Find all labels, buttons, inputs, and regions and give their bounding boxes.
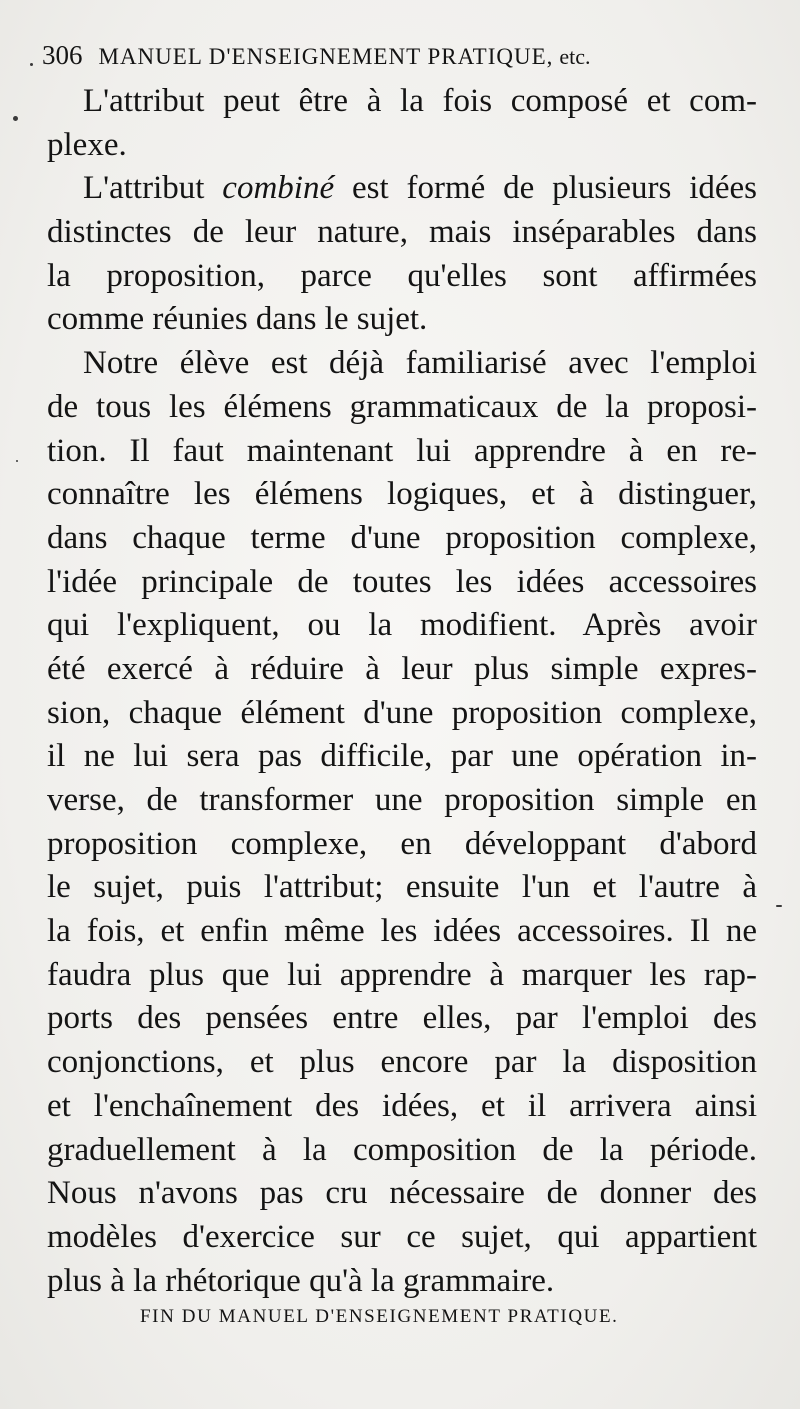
text-line: plexe. [47, 126, 127, 163]
text-line: verse, de transformer une proposition simple en [47, 782, 757, 818]
text-line: la proposition, parce qu'elles sont affirmées [47, 257, 757, 294]
text-line: distinctes de leur nature, mais inséparables dans [47, 214, 757, 251]
text-line: il ne lui sera pas difficile, par une opération in- [47, 738, 757, 775]
text-line: faudra plus que lui apprendre à marquer les rap- [47, 956, 757, 993]
text-line: l'idée principale de toutes les idées accessoires [47, 563, 757, 600]
text-fragment: L'attribut [83, 170, 205, 207]
running-head [42, 40, 732, 71]
text-line: été exercé à réduire à leur plus simple expres- [47, 650, 757, 687]
text-line: de tous les élémens grammaticaux de la proposi- [47, 388, 757, 425]
text-line [47, 167, 757, 211]
ink-speck [13, 116, 18, 121]
text-line: ports des pensées entre elles, par l'emploi des [47, 1000, 757, 1037]
text-line: et l'enchaînement des idées, et il arrivera ainsi [47, 1087, 757, 1124]
text-line: conjonctions, et plus encore par la disposition [47, 1044, 757, 1081]
text-line: Nous n'avons pas cru nécessaire de donner des [47, 1175, 757, 1212]
end-of-book-mark: FIN DU MANUEL D'ENSEIGNEMENT PRATIQUE. [140, 1306, 619, 1327]
text-line: la fois, et enfin même les idées accessoires. Il ne [47, 913, 757, 950]
running-title: MANUEL D'ENSEIGNEMENT PRATIQUE, [98, 44, 554, 69]
text-line: graduellement à la composition de la période. [47, 1131, 757, 1168]
text-line: sion, chaque élément d'une proposition complexe, [47, 694, 757, 731]
text-line: qui l'expliquent, ou la modifient. Après avoir [47, 607, 757, 644]
text-line: modèles d'exercice sur ce sujet, qui appartient [47, 1218, 757, 1255]
italic-term: combiné [222, 170, 335, 207]
text-line: L'attribut peut être à la fois composé et com- [83, 83, 757, 119]
text-line: comme réunies dans le sujet. [47, 301, 428, 338]
text-line: plus à la rhétorique qu'à la grammaire. [47, 1262, 555, 1299]
text-line: le sujet, puis l'attribut; ensuite l'un et l'autre à [47, 869, 757, 906]
text-line: connaître les élémens logiques, et à distinguer, [47, 476, 757, 513]
running-title-etc: etc. [559, 44, 591, 69]
text-line: tion. Il faut maintenant lui apprendre à en re- [47, 432, 757, 469]
text-fragment: est formé de plusieurs idées [351, 170, 758, 207]
ink-speck [30, 63, 33, 66]
text-line: proposition complexe, en développant d'abord [47, 825, 757, 862]
page-number: 306 [42, 40, 83, 70]
text-line: dans chaque terme d'une proposition complexe, [47, 519, 757, 556]
text-line: Notre élève est déjà familiarisé avec l'emploi [83, 345, 757, 382]
body-text [47, 80, 757, 1303]
ink-speck [16, 460, 18, 462]
ink-speck [776, 905, 782, 907]
